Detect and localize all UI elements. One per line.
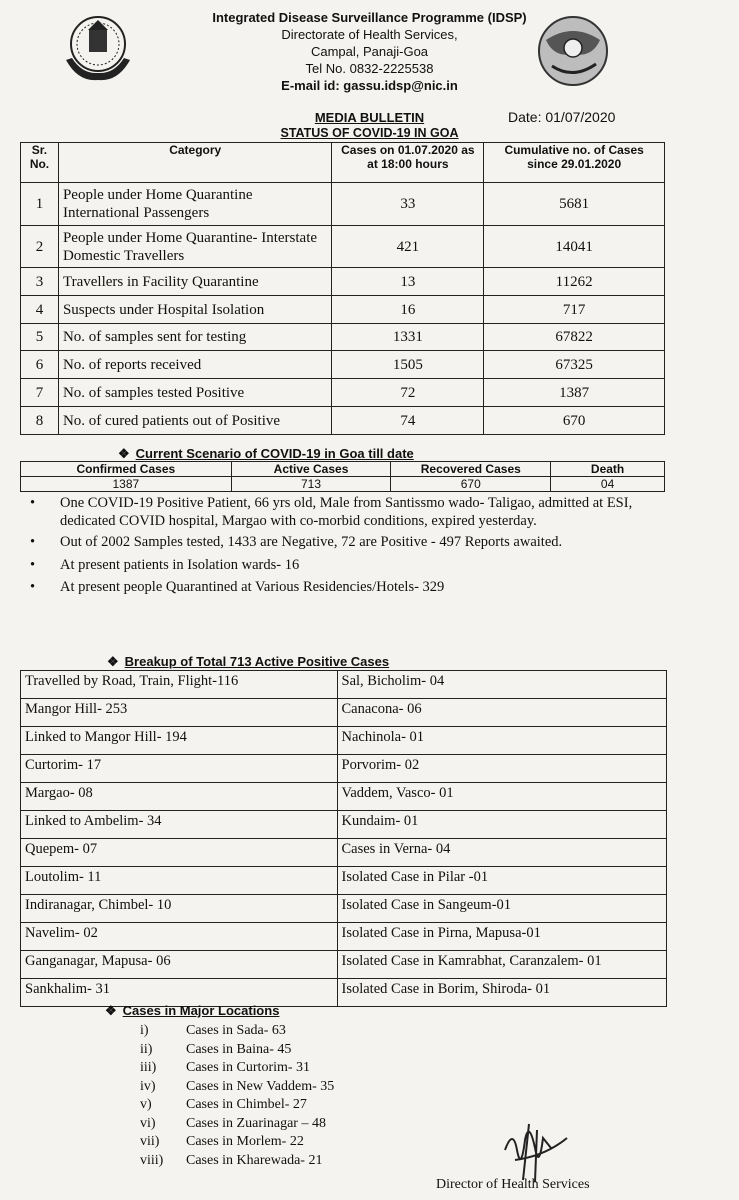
header-category: Category <box>58 143 332 183</box>
signature-label: Director of Health Services <box>436 1177 590 1192</box>
breakup-left-cell: Navelim- 02 <box>21 923 338 951</box>
list-item: iii) Cases in Curtorim- 31 <box>140 1060 311 1075</box>
major-locations-list <box>140 1022 334 1170</box>
scenario-header-confirmed: Confirmed Cases <box>21 462 232 477</box>
cell-cumulative: 1387 <box>484 379 665 407</box>
table-row <box>21 811 667 839</box>
cell-sr: 3 <box>21 268 59 296</box>
breakup-right-cell: Vaddem, Vasco- 01 <box>337 783 667 811</box>
scenario-table <box>20 461 665 492</box>
breakup-right-cell: Isolated Case in Pilar -01 <box>337 867 667 895</box>
breakup-right-cell: Isolated Case in Borim, Shiroda- 01 <box>337 979 667 1007</box>
cell-category: Suspects under Hospital Isolation <box>58 296 332 324</box>
breakup-left-cell: Linked to Mangor Hill- 194 <box>21 727 338 755</box>
scenario-active: 713 <box>231 477 391 492</box>
list-item: vi) Cases in Zuarinagar – 48 <box>140 1115 326 1131</box>
table-row <box>21 839 667 867</box>
scenario-confirmed: 1387 <box>21 477 232 492</box>
list-item: • Out of 2002 Samples tested, 1433 are Negative, 72 are Positive - 497 Reports awaited. <box>30 534 563 550</box>
table-row <box>21 183 665 226</box>
breakup-left-cell: Mangor Hill- 253 <box>21 699 338 727</box>
breakup-right-cell: Isolated Case in Pirna, Mapusa-01 <box>337 923 667 951</box>
cell-today: 1331 <box>332 324 484 351</box>
scenario-recovered: 670 <box>391 477 551 492</box>
breakup-right-cell: Sal, Bicholim- 04 <box>337 671 667 699</box>
table-row <box>21 379 665 407</box>
cell-sr: 4 <box>21 296 59 324</box>
breakup-left-cell: Indiranagar, Chimbel- 10 <box>21 895 338 923</box>
cell-cumulative: 717 <box>484 296 665 324</box>
cell-category: No. of samples tested Positive <box>58 379 332 407</box>
breakup-title: ❖ Breakup of Total 713 Active Positive Cases <box>107 654 390 669</box>
cell-category: People under Home Quarantine International Passengers <box>58 183 332 226</box>
bullet-dot-icon: • <box>30 495 36 511</box>
cell-sr: 2 <box>21 226 59 268</box>
cell-cumulative: 14041 <box>484 226 665 268</box>
cell-today: 33 <box>332 183 484 226</box>
header-sr-no: Sr. No. <box>21 143 59 183</box>
header-cumulative: Cumulative no. of Cases since 29.01.2020 <box>484 143 665 183</box>
cell-cumulative: 670 <box>484 407 665 435</box>
table-row <box>21 671 667 699</box>
table-row <box>21 351 665 379</box>
bulletin-subtitle: STATUS OF COVID-19 IN GOA <box>280 126 459 140</box>
scenario-values-row <box>21 477 665 492</box>
cell-today: 13 <box>332 268 484 296</box>
table-row <box>21 268 665 296</box>
cell-sr: 5 <box>21 324 59 351</box>
list-item: v) Cases in Chimbel- 27 <box>140 1097 307 1112</box>
breakup-left-cell: Sankhalim- 31 <box>21 979 338 1007</box>
address: Campal, Panaji-Goa <box>310 44 429 59</box>
cell-sr: 1 <box>21 183 59 226</box>
breakup-right-cell: Kundaim- 01 <box>337 811 667 839</box>
header-cases-today: Cases on 01.07.2020 as at 18:00 hours <box>332 143 484 183</box>
bullet-dot-icon: • <box>30 534 36 550</box>
table-header-row <box>21 143 665 183</box>
breakup-left-cell: Ganganagar, Mapusa- 06 <box>21 951 338 979</box>
cell-cumulative: 11262 <box>484 268 665 296</box>
scenario-header-row <box>21 462 665 477</box>
list-item: i) Cases in Sada- 63 <box>140 1023 286 1038</box>
scenario-header-death: Death <box>551 462 665 477</box>
breakup-right-cell: Porvorim- 02 <box>337 755 667 783</box>
scenario-header-active: Active Cases <box>231 462 391 477</box>
breakup-left-cell: Curtorim- 17 <box>21 755 338 783</box>
bulletin-date: Date: 01/07/2020 <box>508 109 616 125</box>
cell-today: 74 <box>332 407 484 435</box>
cell-cumulative: 67822 <box>484 324 665 351</box>
breakup-table <box>20 670 667 1007</box>
cell-today: 16 <box>332 296 484 324</box>
cell-sr: 6 <box>21 351 59 379</box>
major-locations-title: ❖ Cases in Major Locations <box>105 1003 280 1018</box>
list-item: iv) Cases in New Vaddem- 35 <box>140 1078 335 1094</box>
diamond-bullet-icon: ❖ <box>118 446 130 461</box>
breakup-right-cell: Isolated Case in Kamrabhat, Caranzalem- 01 <box>337 951 667 979</box>
cell-category: People under Home Quarantine- Interstate Domestic Travellers <box>58 226 332 268</box>
table-row <box>21 226 665 268</box>
table-row <box>21 699 667 727</box>
diamond-bullet-icon: ❖ <box>107 654 119 669</box>
breakup-right-cell: Isolated Case in Sangeum-01 <box>337 895 667 923</box>
list-item: viii) Cases in Kharewada- 21 <box>140 1152 323 1168</box>
table-row <box>21 895 667 923</box>
cell-category: Travellers in Facility Quarantine <box>58 268 332 296</box>
breakup-left-cell: Margao- 08 <box>21 783 338 811</box>
org-name: Integrated Disease Surveillance Programme (IDSP) <box>212 10 527 25</box>
table-row <box>21 951 667 979</box>
breakup-right-cell: Canacona- 06 <box>337 699 667 727</box>
breakup-left-cell: Travelled by Road, Train, Flight-116 <box>21 671 338 699</box>
dept-name: Directorate of Health Services, <box>281 27 458 42</box>
telephone: Tel No. 0832-2225538 <box>305 61 434 76</box>
diamond-bullet-icon: ❖ <box>105 1003 117 1018</box>
cell-category: No. of samples sent for testing <box>58 324 332 351</box>
bullet-dot-icon: • <box>30 557 36 573</box>
cell-cumulative: 67325 <box>484 351 665 379</box>
bullet-dot-icon: • <box>30 579 36 595</box>
email: E-mail id: gassu.idsp@nic.in <box>281 78 458 93</box>
cell-cumulative: 5681 <box>484 183 665 226</box>
table-row <box>21 867 667 895</box>
cell-today: 1505 <box>332 351 484 379</box>
table-row <box>21 923 667 951</box>
table-row <box>21 783 667 811</box>
table-row <box>21 296 665 324</box>
table-row <box>21 755 667 783</box>
list-item: • At present people Quarantined at Various Residencies/Hotels- 329 <box>30 579 445 595</box>
covid-status-table <box>20 142 665 435</box>
bulletin-title: MEDIA BULLETIN <box>314 110 425 125</box>
cell-sr: 7 <box>21 379 59 407</box>
cell-sr: 8 <box>21 407 59 435</box>
cell-today: 421 <box>332 226 484 268</box>
breakup-left-cell: Loutolim- 11 <box>21 867 338 895</box>
breakup-right-cell: Nachinola- 01 <box>337 727 667 755</box>
scenario-header-recovered: Recovered Cases <box>391 462 551 477</box>
breakup-left-cell: Quepem- 07 <box>21 839 338 867</box>
breakup-right-cell: Cases in Verna- 04 <box>337 839 667 867</box>
table-row <box>21 407 665 435</box>
cell-category: No. of reports received <box>58 351 332 379</box>
cell-category: No. of cured patients out of Positive <box>58 407 332 435</box>
table-row <box>21 727 667 755</box>
scenario-title: ❖ Current Scenario of COVID-19 in Goa till date <box>118 446 414 461</box>
scenario-death: 04 <box>551 477 665 492</box>
list-item: • At present patients in Isolation wards- 16 <box>30 557 300 573</box>
list-item: vii) Cases in Morlem- 22 <box>140 1134 304 1149</box>
table-row <box>21 324 665 351</box>
bulletin-notes <box>30 494 650 596</box>
list-item: • One COVID-19 Positive Patient, 66 yrs old, Male from Santissmo wado- Taligao, admitted at ESI, dedicated COVID hospital, Margao with co-morbid conditions, expired yesterday. <box>30 495 633 529</box>
breakup-left-cell: Linked to Ambelim- 34 <box>21 811 338 839</box>
list-item: ii) Cases in Baina- 45 <box>140 1041 292 1057</box>
cell-today: 72 <box>332 379 484 407</box>
